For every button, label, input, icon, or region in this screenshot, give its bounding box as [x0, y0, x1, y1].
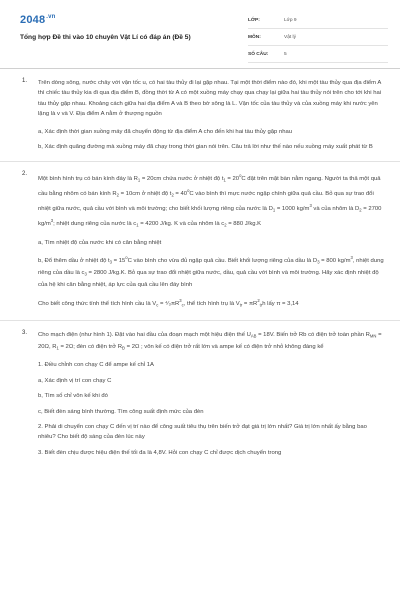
- question-part-1: 1. Điều chỉnh con chạy C để ampe kế chỉ 1A: [38, 362, 154, 369]
- question-part-a: a, Tìm nhiệt độ của nước khi có cân bằng nhiệt: [38, 240, 162, 247]
- question-part-3: 3. Biết đèn chịu được hiệu điện thế tối đa là 4,8V. Hỏi con chạy C chỉ được dịch chuyển trong: [38, 449, 282, 456]
- meta-row-grade: [248, 12, 388, 29]
- header-divider: [0, 68, 400, 69]
- meta-row-count: [248, 46, 388, 63]
- page-title: Tổng hợp Đề thi vào 10 chuyên Vật Lí có đáp án (Đề 5): [20, 34, 191, 41]
- site-logo[interactable]: [20, 14, 56, 26]
- meta-key: SỐ CÂU:: [248, 51, 269, 57]
- logo-suffix: .vn: [46, 14, 56, 21]
- question-stem: Trên dòng sông, nước chảy với vận tốc u, có hai tàu thủy đi lại gặp nhau. Tại một thời điểm nào đó, khi một tàu thủy qua địa điểm A thì chiếc tàu thủy kia đi qua địa điểm B, đồng thời từ A có một xuồng máy chạy qua chạy lại giữa hai tàu thủy nói trên cho tới khi hai tàu thủy gặp nhau. Khoảng cách giữa hai địa điểm A và B theo bờ sông là L. Vận tốc của tàu thủy và của xuồng máy khi nước yên lặng là v và V. Địa điểm A nằm ở thượng nguồn: [38, 80, 382, 118]
- question-list: [0, 78, 400, 458]
- question-part-2: 2. Phải di chuyển con chạy C đến vị trí nào để công suất tiêu thụ trên biến trở đạt giá trị lớn nhất? Giá trị lớn nhất ấy bằng bao nhiêu? Cho biết độ sáng của đèn lúc này: [38, 424, 367, 441]
- question-part-b: b, Xác định quãng đường mà xuồng máy đã chạy trong thời gian nói trên. Câu trả lời như thế nào nếu xuồng máy xuất phát từ B: [38, 144, 373, 151]
- question-stem: Một bình hình trụ có bán kính đáy là $R_1 = 20cm$ chứa nước ở nhiệt độ $t_1 = 20^oC$ đặt trên mặt bàn nằm ngang. Người ta thả một quả cầu bằng nhôm có bán kính $R_2 = 10cm$ ở nhiệt độ $t_2 = 40^oC$ vào bình thì mực nước ngập chính giữa quả cầu. Bỏ qua sự trao đổi nhiệt giữa nước, quả cầu với bình và môi trường; cho biết khối lượng riêng của nước là $D_1 = 1000$ $kg/m^3$ và của nhôm là $D_2 = 2700$ $kg/m^3$; nhiệt dung riêng của nước là $c_1 = 4200$ J/kg. K và của nhôm là $c_2 = 880$ J/kg.K: [38, 173, 382, 228]
- meta-value: Lớp 9: [284, 17, 297, 23]
- question-part-a: a, Xác định thời gian xuồng máy đã chuyển động từ địa điểm A cho đến khi hai tàu thủy gặp nhau: [38, 128, 293, 135]
- question-number: 1.: [22, 78, 28, 84]
- question-part-1b: b, Tìm số chỉ vôn kế khi đó: [38, 393, 108, 400]
- meta-key: MÔN:: [248, 34, 261, 40]
- page-header: [0, 0, 400, 64]
- meta-value: 5: [284, 51, 287, 57]
- question-divider: [0, 161, 400, 162]
- logo-text: 2048: [20, 14, 46, 26]
- question-number: 3.: [22, 329, 28, 336]
- meta-value: Vật lý: [284, 34, 296, 40]
- question-divider: [0, 320, 400, 321]
- meta-row-subject: [248, 29, 388, 46]
- question-part-1c: c, Biết đèn sáng bình thường. Tìm công suất định mức của đèn: [38, 408, 204, 415]
- question-stem: Cho mạch điện (như hình 1). Đặt vào hai đầu của đoạn mạch một hiệu điện thế $U_{AB} = 18V$. Biến trở Rb có điện trở toàn phần $R_{MN} = 20\Omega$, $R_1 = 2\Omega$; đèn có điện trở $R_Đ = 2\Omega$ ; vôn kế có điện trở rất lớn và ampe kế có điện trở nhỏ không đáng kể: [38, 331, 382, 350]
- question-number: 2.: [22, 171, 28, 178]
- question-part-b: b, Đổ thêm dầu ở nhiệt độ $t_3 = 15^oC$ vào bình cho vừa đủ ngập quả cầu. Biết khối lượng riêng của dầu là $D_3 = 800$ $kg/m^3$, nhiệt dung riêng của dầu là $c_3 = 2800$ J/kg.K. Bỏ qua sự trao đổi nhiệt giữa nước, dầu, quả cầu với bình và môi trường. Hãy xác định nhiệt độ của hệ khi cân bằng nhiệt, áp lực của quả cầu lên đáy bình: [38, 255, 384, 289]
- question-formula-note: Cho biết công thức tính thể tích hình cầu là $V_c$ = $^4⁄_3\pi R^3_c$, thể tích hình trụ là $V_{tr} = \pi R^2_{tr}h$ lấy π = 3,14: [38, 297, 299, 308]
- question-part-1a: a, Xác định vị trí con chạy C: [38, 377, 112, 384]
- question-2: [0, 171, 400, 310]
- question-3: [0, 330, 400, 459]
- meta-key: LỚP:: [248, 17, 260, 23]
- meta-panel: [248, 12, 388, 63]
- question-1: [0, 78, 400, 152]
